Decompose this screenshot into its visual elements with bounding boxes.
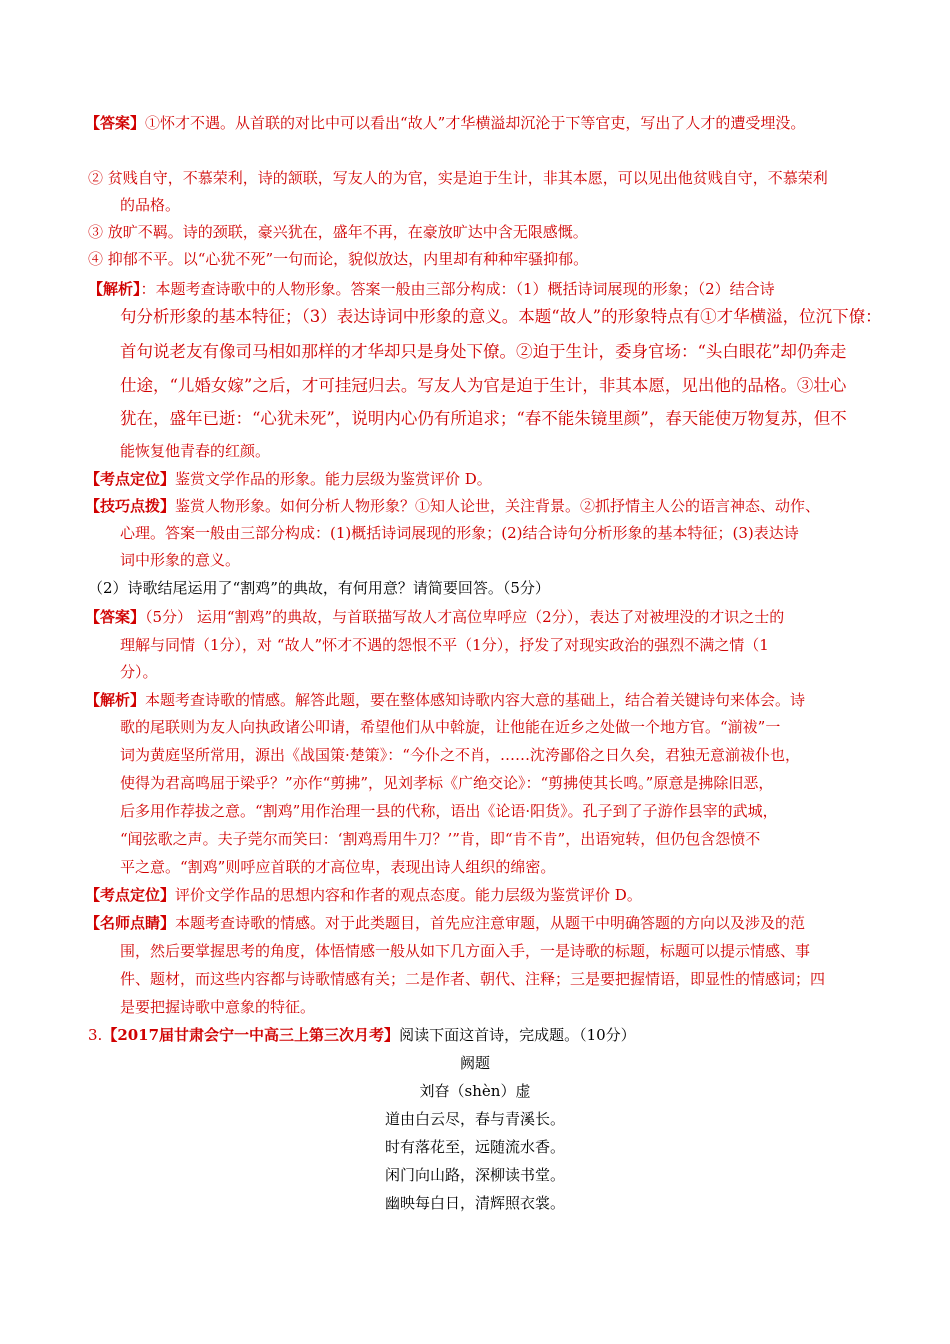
analysis-label: 【解析】 [88,280,141,298]
answer-1-point-4: ④ 抑郁不平。以“心犹不死”一句而论，貌似放达，内里却有种种牢骚抑郁。 [88,250,589,268]
poem-line-4: 幽映每白日，清辉照衣裳。 [384,1194,565,1212]
poem-line-1: 道由白云尽，春与青溪长。 [384,1110,565,1128]
tip-label: 【技巧点拨】 [85,497,176,515]
analysis-2-line-4: 使得为君高鸣屈于梁乎？”亦作“剪拂”，见刘孝标《广绝交论》：“剪拂使其长鸣。”原意是拂除旧恶， [120,774,774,792]
answer-1-text: ①怀才不遇。从首联的对比中可以看出“故人”才华横溢却沉沦于下等官吏，写出了人才的遭受埋没。 [145,114,806,132]
point-1-text: 鉴赏文学作品的形象。能力层级为鉴赏评价 D。 [175,470,492,488]
analysis-2-label: 【解析】 [85,691,146,709]
answer-label: 【答案】 [85,114,146,132]
answer-2-line-2: 理解与同情（1分），对 “故人”怀才不遇的怨恨不平（1分），抒发了对现实政治的强烈不满之情（1 [120,636,769,654]
poem-title: 阙题 [459,1054,490,1072]
answer-2-line-1 [85,607,784,627]
analysis-1-line-5: 犹在，盛年已逝：“心犹未死”，说明内心仍有所追求；“春不能朱镜里颜”，春天能使万物复苏，但不 [120,409,847,428]
teacher-line-3: 件、题材，而这些内容都与诗歌情感有关；二是作者、朝代、注释；三是要把握情语，即显性的情感词；四 [120,970,826,988]
analysis-2-line-6: “闻弦歌之声。夫子莞尔而笑曰：‘割鸡焉用牛刀？’”肯，即“肯不肯”，出语宛转，但仍包含怨愤不 [120,830,761,848]
answer-1-point-2: ② 贫贱自守，不慕荣利，诗的颔联，写友人的为官，实是迫于生计，非其本愿，可以见出他贫贱自守，不慕荣利 [88,169,828,187]
analysis-2-line-5: 后多用作荐拔之意。“割鸡”用作治理一县的代称，语出《论语·阳货》。孔子到了子游作县宰的武城， [120,802,778,820]
point-2 [85,885,642,905]
tip-line-3: 词中形象的意义。 [120,551,241,569]
question-3-source: 【2017届甘肃会宁一中高三上第三次月考】 [102,1026,400,1044]
teacher-line-2: 围，然后要掌握思考的角度，体悟情感一般从如下几方面入手，一是诗歌的标题，标题可以提示情感、事 [120,942,811,960]
point-2-label: 【考点定位】 [85,886,176,904]
question-2: （2）诗歌结尾运用了“割鸡”的典故，有何用意？请简要回答。（5分） [88,579,550,597]
tip-text: 鉴赏人物形象。如何分析人物形象？①知人论世，关注背景。②抓抒情主人公的语言神态、动作、 [175,497,821,515]
tip-line-2: 心理。答案一般由三部分构成：(1)概括诗词展现的形象；(2)结合诗句分析形象的基本特征；(3)表达诗 [120,524,799,542]
answer-1-point-3: ③ 放旷不羁。诗的颈联，豪兴犹在，盛年不再，在豪放旷达中含无限感慨。 [88,223,588,241]
question-3-text: 阅读下面这首诗，完成题。（10分） [399,1026,636,1044]
analysis-1-line-2: 句分析形象的基本特征；（3）表达诗词中形象的意义。本题“故人”的形象特点有①才华横溢，位沉下僚： [120,307,882,326]
teacher-line-1 [85,913,805,933]
point-label: 【考点定位】 [85,470,176,488]
poem-author: 刘昚（shèn）虚 [419,1082,531,1100]
teacher-line-4: 是要把握诗歌中意象的特征。 [120,998,316,1016]
tip-line-1 [85,496,820,516]
point-2-text: 评价文学作品的思想内容和作者的观点态度。能力层级为鉴赏评价 D。 [175,886,642,904]
analysis-2-text: 本题考查诗歌的情感。解答此题，要在整体感知诗歌内容大意的基础上，结合着关键诗句来体会。诗 [145,691,806,709]
teacher-label: 【名师点睛】 [85,914,176,932]
analysis-2-line-3: 词为黄庭坚所常用，源出《战国策·楚策》：“今仆之不肖，……沈洿鄙俗之日久矣，君独无意湔祓仆也， [120,746,800,764]
poem-line-2: 时有落花至，远随流水香。 [384,1138,565,1156]
analysis-2-line-7: 平之意。“割鸡”则呼应首联的才高位卑，表现出诗人组织的绵密。 [120,858,556,876]
answer-2-line-3: 分）。 [120,663,158,681]
analysis-1-text: ：本题考查诗歌中的人物形象。答案一般由三部分构成：（1）概括诗词展现的形象；（2）结合诗 [140,280,775,298]
analysis-1-line-1 [88,279,775,299]
analysis-1-line-3: 首句说老友有像司马相如那样的才华却只是身处下僚。②迫于生计，委身官场：“头白眼花”却仍奔走 [120,342,847,361]
answer-2-label: 【答案】 [85,608,146,626]
analysis-2-line-2: 歌的尾联则为友人向执政诸公叩请，希望他们从中斡旋，让他能在近乡之处做一个地方官。“湔祓”一 [120,718,781,736]
question-3-number: 3. [88,1026,103,1044]
answer-2-text: （5分） 运用“割鸡”的典故，与首联描写故人才高位卑呼应（2分），表达了对被埋没的才识之士的 [145,608,785,626]
question-3 [88,1025,636,1045]
answer-1-line-1 [85,113,805,133]
analysis-2-line-1 [85,690,805,710]
point-1 [85,469,492,489]
poem-line-3: 闲门向山路，深柳读书堂。 [384,1166,565,1184]
teacher-text: 本题考查诗歌的情感。对于此类题目，首先应注意审题，从题干中明确答题的方向以及涉及的范 [175,914,806,932]
analysis-1-line-6: 能恢复他青春的红颜。 [120,442,271,460]
analysis-1-line-4: 仕途，“儿婚女嫁”之后，才可挂冠归去。写友人为官是迫于生计，非其本愿，见出他的品格。③壮心 [120,376,847,395]
answer-1-point-2-cont: 的品格。 [120,196,181,214]
